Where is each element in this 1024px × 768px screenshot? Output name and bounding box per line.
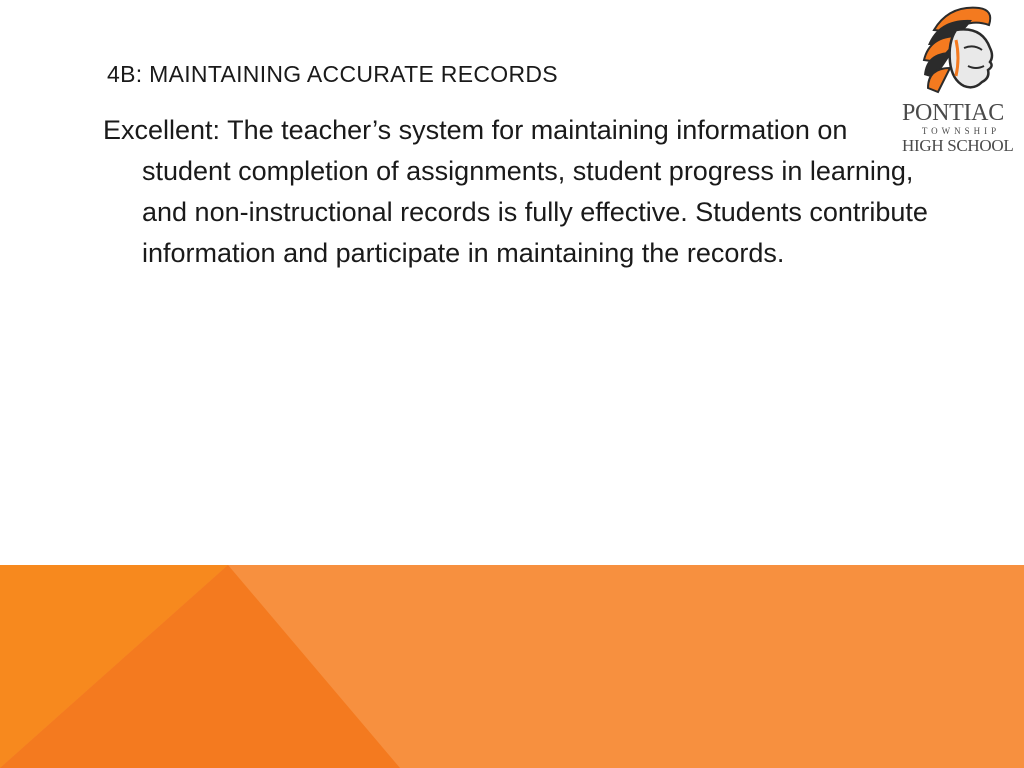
logo-township: TOWNSHIP xyxy=(921,126,1001,136)
logo-school: HIGH SCHOOL xyxy=(902,136,1014,155)
slide-body-text: Excellent: The teacher’s system for maintaining information on student completion of assignments, student progress in learning, and non-instructional records is fully effective. Students contribute information and participate in maintaining the records. xyxy=(103,115,928,268)
slide-title: 4B: MAINTAINING ACCURATE RECORDS xyxy=(107,61,558,87)
logo-name: PONTIAC xyxy=(902,100,1004,126)
footer-decorative-band xyxy=(0,565,1024,768)
